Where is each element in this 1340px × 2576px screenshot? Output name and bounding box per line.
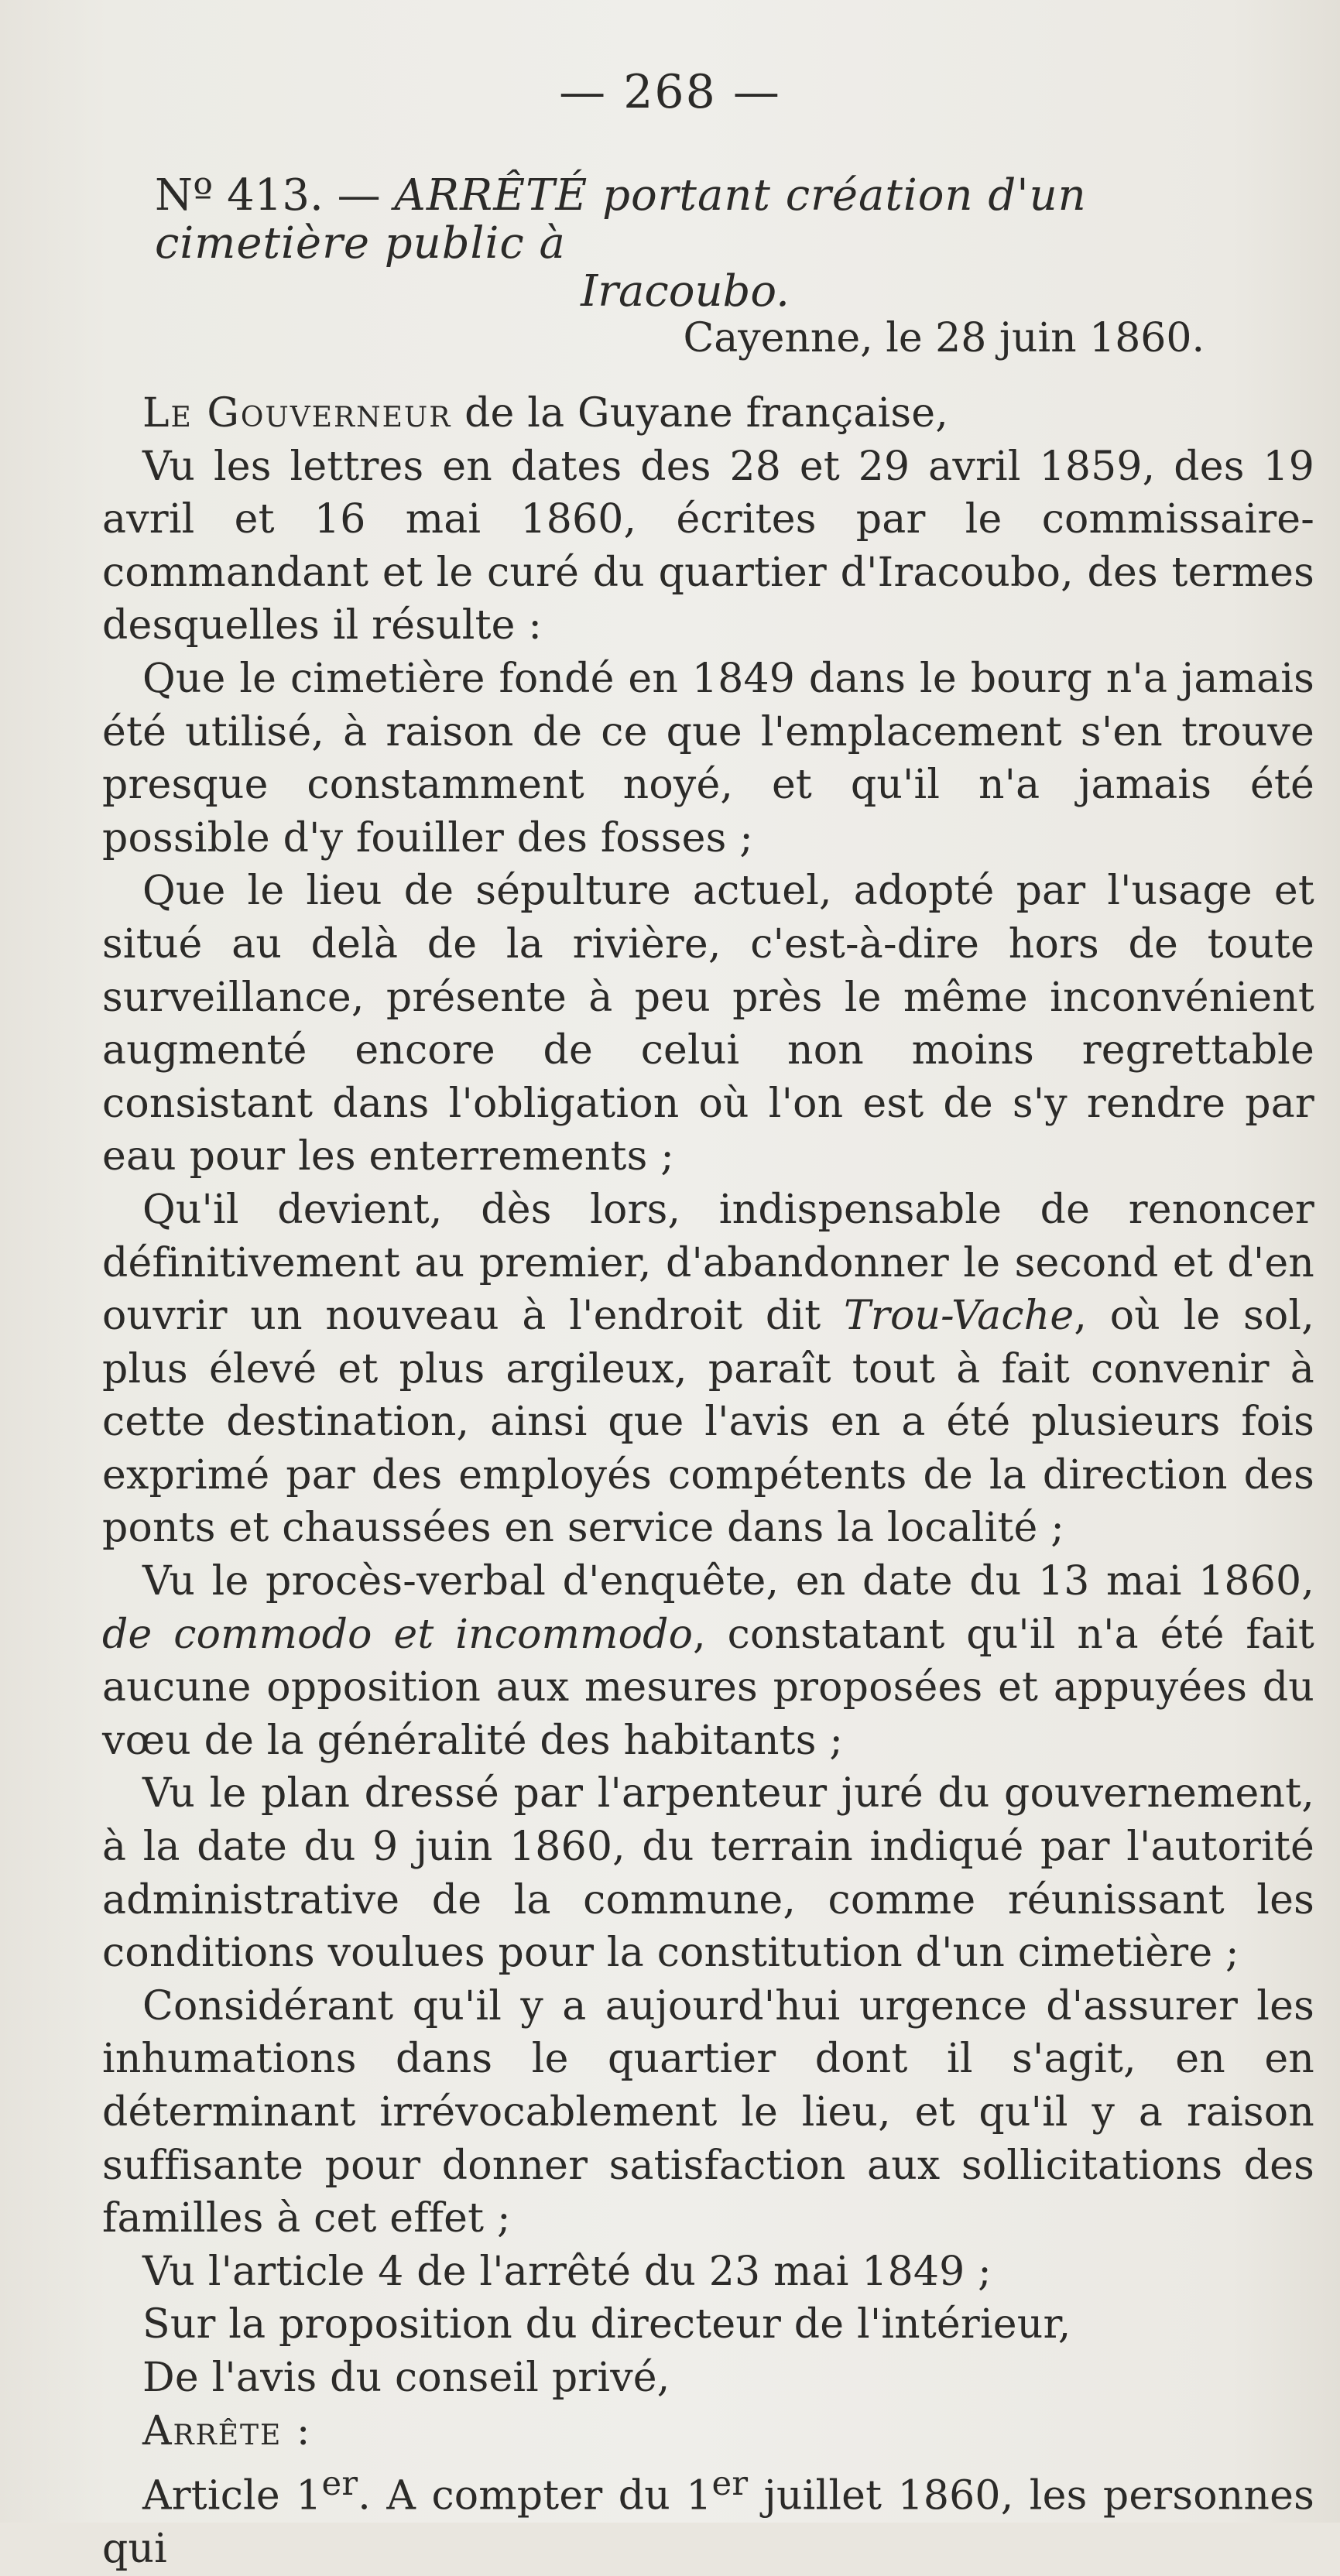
article-label: Article 1 <box>142 2472 322 2519</box>
arrete-label: Arrête : <box>142 2407 312 2454</box>
governor-title: Le Gouverneur <box>142 390 452 437</box>
intro-paragraph <box>102 387 1314 440</box>
superscript: er <box>711 2465 749 2504</box>
paragraph-text: Qu'il devient, dès lors, indispensable de renoncer définitivement au premier, d'abandonner le second et d'en ouvrir un nouveau à l'endroit dit <box>102 1186 1314 1340</box>
act-title-line2: Iracoubo. <box>581 266 790 317</box>
paragraph: De l'avis du conseil privé, <box>142 2354 670 2401</box>
paragraph: Sur la proposition du directeur de l'intérieur, <box>142 2301 1071 2348</box>
dateline: Cayenne, le 28 juin 1860. <box>683 315 1205 361</box>
act-heading <box>155 172 1301 316</box>
paragraph-text: , où le sol, plus élevé et plus argileux, paraît tout à fait convenir à cette destination, ainsi que l'avis en a été plusieurs fois exprimé par des employés compétents de la direction des ponts et chaussées en service dans la localité ; <box>102 1293 1314 1552</box>
act-number: Nº 413. — <box>155 170 395 221</box>
paragraph-text: , constatant qu'il n'a été fait aucune opposition aux mesures proposées et appuyées du vœu de la généralité des habitants ; <box>102 1611 1314 1764</box>
paragraph-trou-vache <box>102 1184 1314 1555</box>
article-text: . A compter du 1 <box>358 2472 712 2519</box>
intro-rest: de la Guyane française, <box>451 390 948 437</box>
paragraph: Considérant qu'il y a aujourd'hui urgence d'assurer les inhumations dans le quartier dont il s'agit, en en déterminant irrévocablement le lieu, et qu'il y a raison suffisante pour donner satisfaction aux sollicitations des familles à cet effet ; <box>102 1982 1314 2242</box>
latin-phrase: de commodo et incommodo <box>102 1611 694 1658</box>
paragraph-enquete <box>102 1555 1314 1767</box>
paragraph-text: Vu le procès-verbal d'enquête, en date du 13 mai 1860, <box>142 1558 1314 1605</box>
article-1 <box>102 2458 1314 2576</box>
paragraph: Que le lieu de sépulture actuel, adopté par l'usage et situé au delà de la rivière, c'est-à-dire hors de toute surveillance, présente à peu près le même inconvénient augmenté encore de celui non moins regrettable consistant dans l'obligation où l'on est de s'y rendre par eau pour les enterrements ; <box>102 868 1314 1180</box>
paragraph: Vu l'article 4 de l'arrêté du 23 mai 1849 ; <box>142 2248 992 2295</box>
paragraph: Que le cimetière fondé en 1849 dans le bourg n'a jamais été utilisé, à raison de ce que l'emplacement s'en trouve presque constamment noyé, et qu'il n'a jamais été possible d'y fouiller des fosses ; <box>102 655 1314 862</box>
page-number: — 268 — <box>559 65 781 119</box>
paragraph: Vu le plan dressé par l'arpenteur juré du gouvernement, à la date du 9 juin 1860, du terrain indiqué par l'autorité administrative de la commune, comme réunissant les conditions voulues pour la constitution d'un cimetière ; <box>102 1770 1314 1977</box>
act-body <box>102 387 1314 2576</box>
article-text: juillet 1860, les personnes qui <box>102 2472 1314 2573</box>
superscript: er <box>321 2465 358 2504</box>
paragraph: Vu les lettres en dates des 28 et 29 avril 1859, des 19 avril et 16 mai 1860, écrites par le commissaire-commandant et le curé du quartier d'Iracoubo, des termes desquelles il résulte : <box>102 443 1314 649</box>
act-title-line1: ARRÊTÉ portant création d'un cimetière public à <box>155 170 1087 269</box>
place-name: Trou-Vache <box>844 1293 1074 1340</box>
